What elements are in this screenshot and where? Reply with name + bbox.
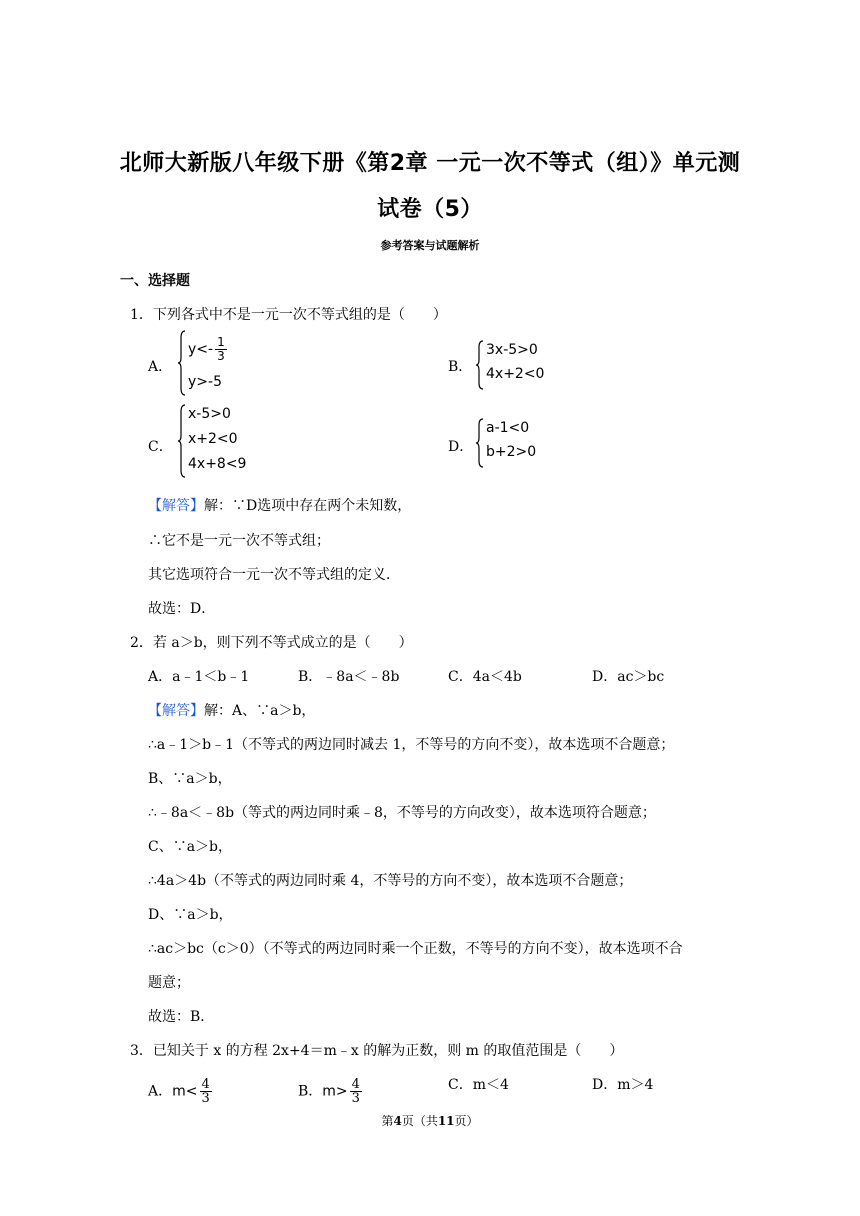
- section-title: 一、选择题: [120, 273, 190, 289]
- q1-option-c-label: C．: [148, 439, 173, 455]
- q3-option-c: C．m＜4: [448, 1077, 509, 1093]
- brace-icon: [178, 404, 186, 478]
- q2-option-b: B．﹣8a＜﹣8b: [298, 669, 400, 685]
- page-footer: 第4页（共11页）: [381, 1114, 479, 1128]
- q2-option-c: C．4a＜4b: [448, 669, 522, 685]
- q2-stem: 2．若 a＞b，则下列不等式成立的是（ ）: [130, 635, 413, 651]
- q2-answer-line2: ∴a﹣1＞b﹣1（不等式的两边同时减去 1，不等号的方向不变），故本选项不合题意；: [148, 737, 675, 753]
- q2-answer-line1: 【解答】解：A、∵a＞b，: [148, 703, 316, 719]
- q2-answer-line6: ∴4a＞4b（不等式的两边同时乘 4，不等号的方向不变），故本选项不合题意；: [148, 873, 633, 889]
- q1-option-a-system: y<- $\frac{1}{3}$ y>-5: [178, 330, 258, 396]
- q2-option-d: D．ac＞bc: [592, 669, 665, 685]
- page-title-line1: 北师大新版八年级下册《第2章 一元一次不等式（组）》单元测: [119, 151, 741, 176]
- fraction-one-third: $\frac{1}{3}$: [217, 335, 225, 363]
- q1-option-c-system: x-5>0 x+2<0 4x+8<9: [178, 404, 268, 478]
- brace-icon: [178, 330, 186, 396]
- q3-option-a: A．m< $\frac{4}{3}$: [148, 1077, 210, 1106]
- q1-option-d-label: D．: [448, 439, 474, 455]
- q2-answer-line9: 题意；: [148, 975, 190, 991]
- q1-stem: 1．下列各式中不是一元一次不等式组的是（ ）: [130, 307, 447, 323]
- q2-answer-line8: ∴ac＞bc（c＞0）（不等式的两边同时乘一个正数，不等号的方向不变），故本选项不合: [148, 941, 683, 957]
- q2-answer-line7: D、∵a＞b，: [148, 907, 233, 923]
- page-subtitle: 参考答案与试题解析: [380, 239, 480, 252]
- q2-answer-line5: C、∵a＞b，: [148, 839, 233, 855]
- q2-answer-line10: 故选：B．: [148, 1009, 215, 1025]
- q3-option-b: B．m> $\frac{4}{3}$: [298, 1077, 360, 1106]
- q2-answer-line3: B、∵a＞b，: [148, 771, 232, 787]
- answer-tag: 【解答】: [148, 703, 204, 719]
- q3-option-d: D．m＞4: [592, 1077, 654, 1093]
- q1-answer-line1: 【解答】解：∵D选项中存在两个未知数，: [148, 498, 412, 514]
- brace-icon: [476, 418, 484, 468]
- q1-option-a-label: A．: [148, 359, 173, 375]
- q1-answer-line2: ∴它不是一元一次不等式组；: [148, 533, 330, 549]
- q3-stem: 3．已知关于 x 的方程 2x+4＝m﹣x 的解为正数，则 m 的取值范围是（ ）: [130, 1043, 624, 1059]
- brace-icon: [476, 340, 484, 390]
- q2-option-a: A．a﹣1＜b﹣1: [148, 669, 250, 685]
- q2-answer-line4: ∴﹣8a＜﹣8b（等式的两边同时乘﹣8，不等号的方向改变），故本选项符合题意；: [148, 805, 656, 821]
- q1-answer-line4: 故选：D．: [148, 601, 216, 617]
- q1-option-d-system: a-1<0 b+2>0: [476, 418, 566, 468]
- q1-answer-line3: 其它选项符合一元一次不等式组的定义．: [148, 567, 400, 583]
- page-title-line2: 试卷（5）: [377, 197, 483, 222]
- q1-option-b-system: 3x-5>0 4x+2<0: [476, 340, 566, 390]
- answer-tag: 【解答】: [148, 498, 204, 514]
- q1-option-b-label: B．: [448, 359, 473, 375]
